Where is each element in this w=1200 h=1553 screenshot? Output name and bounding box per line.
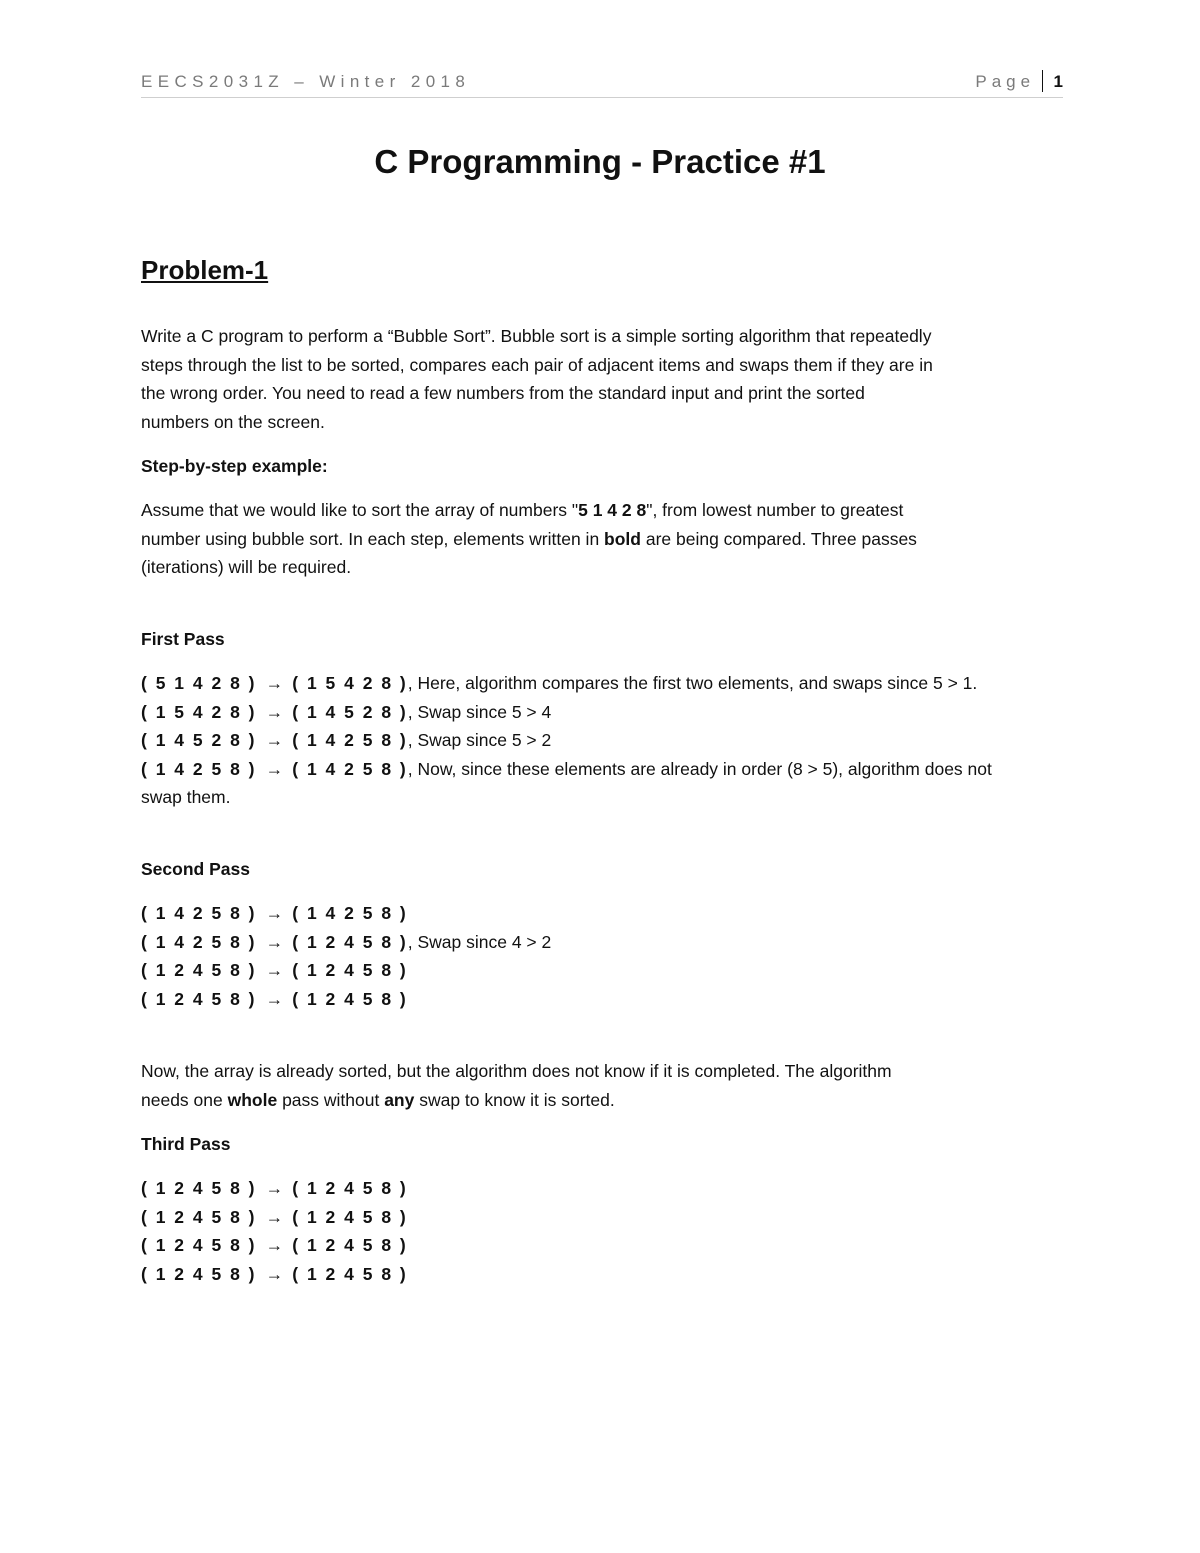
- intro-line: steps through the list to be sorted, compares each pair of adjacent items and swaps them if they are in: [141, 354, 933, 375]
- text-run: number using bubble sort. In each step, elements written in: [141, 528, 605, 549]
- pass-step: [141, 1174, 1066, 1203]
- after-array: ( 1 2 4 5 8 ): [292, 931, 408, 952]
- text-run: needs one: [141, 1089, 228, 1110]
- arrow-icon: →: [265, 673, 284, 693]
- arrow-icon: →: [265, 758, 284, 779]
- after-array: ( 1 2 4 5 8 ): [292, 1235, 408, 1255]
- before-array: ( 1 4 2 5 8 ): [141, 758, 257, 779]
- second-pass-heading: Second Pass: [141, 859, 250, 879]
- arrow-icon: →: [265, 1263, 284, 1284]
- first-pass-heading: First Pass: [141, 629, 225, 649]
- pass-step: [141, 928, 1066, 957]
- step-note: , Swap since 5 > 2: [407, 730, 552, 750]
- header-separator: [1042, 70, 1043, 92]
- after-array: ( 1 4 2 5 8 ): [292, 758, 408, 779]
- intro-line: Write a C program to perform a “Bubble Sort”. Bubble sort is a simple sorting algorithm that repeatedly: [141, 326, 932, 346]
- arrow-icon: →: [265, 701, 284, 722]
- after-array: ( 1 4 2 5 8 ): [292, 730, 408, 750]
- pass-step: [141, 956, 1066, 985]
- text-run: Assume that we would like to sort the array of numbers ": [141, 500, 579, 520]
- bold-run: whole: [227, 1089, 278, 1110]
- step-note: , Now, since these elements are already in order (8 > 5), algorithm does not: [407, 758, 992, 779]
- step-note: , Swap since 4 > 2: [407, 931, 552, 952]
- pass-step: [141, 899, 1066, 928]
- now-paragraph: [141, 1057, 1066, 1114]
- arrow-icon: →: [265, 903, 284, 923]
- page-number: 1: [1053, 72, 1063, 91]
- course-label: EECS2031Z – Winter 2018: [141, 72, 471, 91]
- pass-step: [141, 985, 1066, 1014]
- bold-run: 5 1 4 2 8: [578, 500, 647, 520]
- arrow-icon: →: [265, 1235, 284, 1255]
- pass-step: [141, 726, 1066, 755]
- assume-line: (iterations) will be required.: [141, 557, 352, 577]
- after-array: ( 1 4 2 5 8 ): [292, 903, 408, 923]
- before-array: ( 1 2 4 5 8 ): [141, 1235, 257, 1255]
- pass-step: [141, 1231, 1066, 1260]
- pass-step: [141, 755, 1066, 784]
- bold-run: bold: [604, 528, 641, 549]
- intro-line: numbers on the screen.: [141, 411, 325, 432]
- after-array: ( 1 5 4 2 8 ): [292, 673, 408, 693]
- first-pass-steps: [141, 669, 1066, 812]
- pass-step: [141, 669, 1066, 698]
- pass-step: [141, 698, 1066, 727]
- before-array: ( 1 2 4 5 8 ): [141, 960, 257, 980]
- pass-step: [141, 1260, 1066, 1289]
- after-array: ( 1 4 5 2 8 ): [292, 701, 408, 722]
- before-array: ( 1 2 4 5 8 ): [141, 988, 257, 1009]
- before-array: ( 5 1 4 2 8 ): [141, 673, 257, 693]
- step-note: , Here, algorithm compares the first two elements, and swaps since 5 > 1.: [407, 673, 978, 693]
- third-pass-steps: [141, 1174, 1066, 1288]
- bold-run: any: [384, 1089, 415, 1110]
- assume-line: [141, 525, 1066, 554]
- pass-step: [141, 1203, 1066, 1232]
- text-run: pass without: [277, 1089, 385, 1110]
- arrow-icon: →: [265, 1178, 284, 1198]
- problem-heading: Problem-1: [141, 255, 269, 285]
- intro-paragraph: [141, 322, 1066, 436]
- before-array: ( 1 4 2 5 8 ): [141, 903, 257, 923]
- document-title: C Programming - Practice #1: [374, 143, 826, 180]
- before-array: ( 1 4 2 5 8 ): [141, 931, 257, 952]
- after-array: ( 1 2 4 5 8 ): [292, 1263, 408, 1284]
- before-array: ( 1 2 4 5 8 ): [141, 1206, 257, 1227]
- step-heading: Step-by-step example:: [141, 456, 328, 476]
- second-pass-steps: [141, 899, 1066, 1013]
- intro-line: the wrong order. You need to read a few numbers from the standard input and print the sorted: [141, 383, 865, 403]
- third-pass-heading: Third Pass: [141, 1134, 231, 1154]
- text-run: swap to know it is sorted.: [414, 1089, 615, 1110]
- assume-paragraph: [141, 496, 1066, 582]
- text-run: are being compared. Three passes: [640, 528, 917, 549]
- page-indicator: [975, 70, 1063, 92]
- page-label: Page: [975, 72, 1036, 91]
- step-note: , Swap since 5 > 4: [407, 701, 552, 722]
- arrow-icon: →: [265, 1206, 284, 1227]
- arrow-icon: →: [265, 730, 284, 750]
- after-array: ( 1 2 4 5 8 ): [292, 960, 408, 980]
- now-line: [141, 1086, 1066, 1115]
- text-run: ", from lowest number to greatest: [646, 500, 904, 520]
- arrow-icon: →: [265, 960, 284, 980]
- before-array: ( 1 2 4 5 8 ): [141, 1263, 257, 1284]
- after-array: ( 1 2 4 5 8 ): [292, 1206, 408, 1227]
- before-array: ( 1 5 4 2 8 ): [141, 701, 257, 722]
- before-array: ( 1 4 5 2 8 ): [141, 730, 257, 750]
- arrow-icon: →: [265, 931, 284, 952]
- assume-line: [141, 496, 1066, 525]
- arrow-icon: →: [265, 988, 284, 1009]
- before-array: ( 1 2 4 5 8 ): [141, 1178, 257, 1198]
- now-line: Now, the array is already sorted, but the algorithm does not know if it is completed. The algorithm: [141, 1061, 892, 1081]
- page-header: [141, 70, 1063, 98]
- after-array: ( 1 2 4 5 8 ): [292, 1178, 408, 1198]
- step-note-wrap: swap them.: [141, 787, 231, 807]
- after-array: ( 1 2 4 5 8 ): [292, 988, 408, 1009]
